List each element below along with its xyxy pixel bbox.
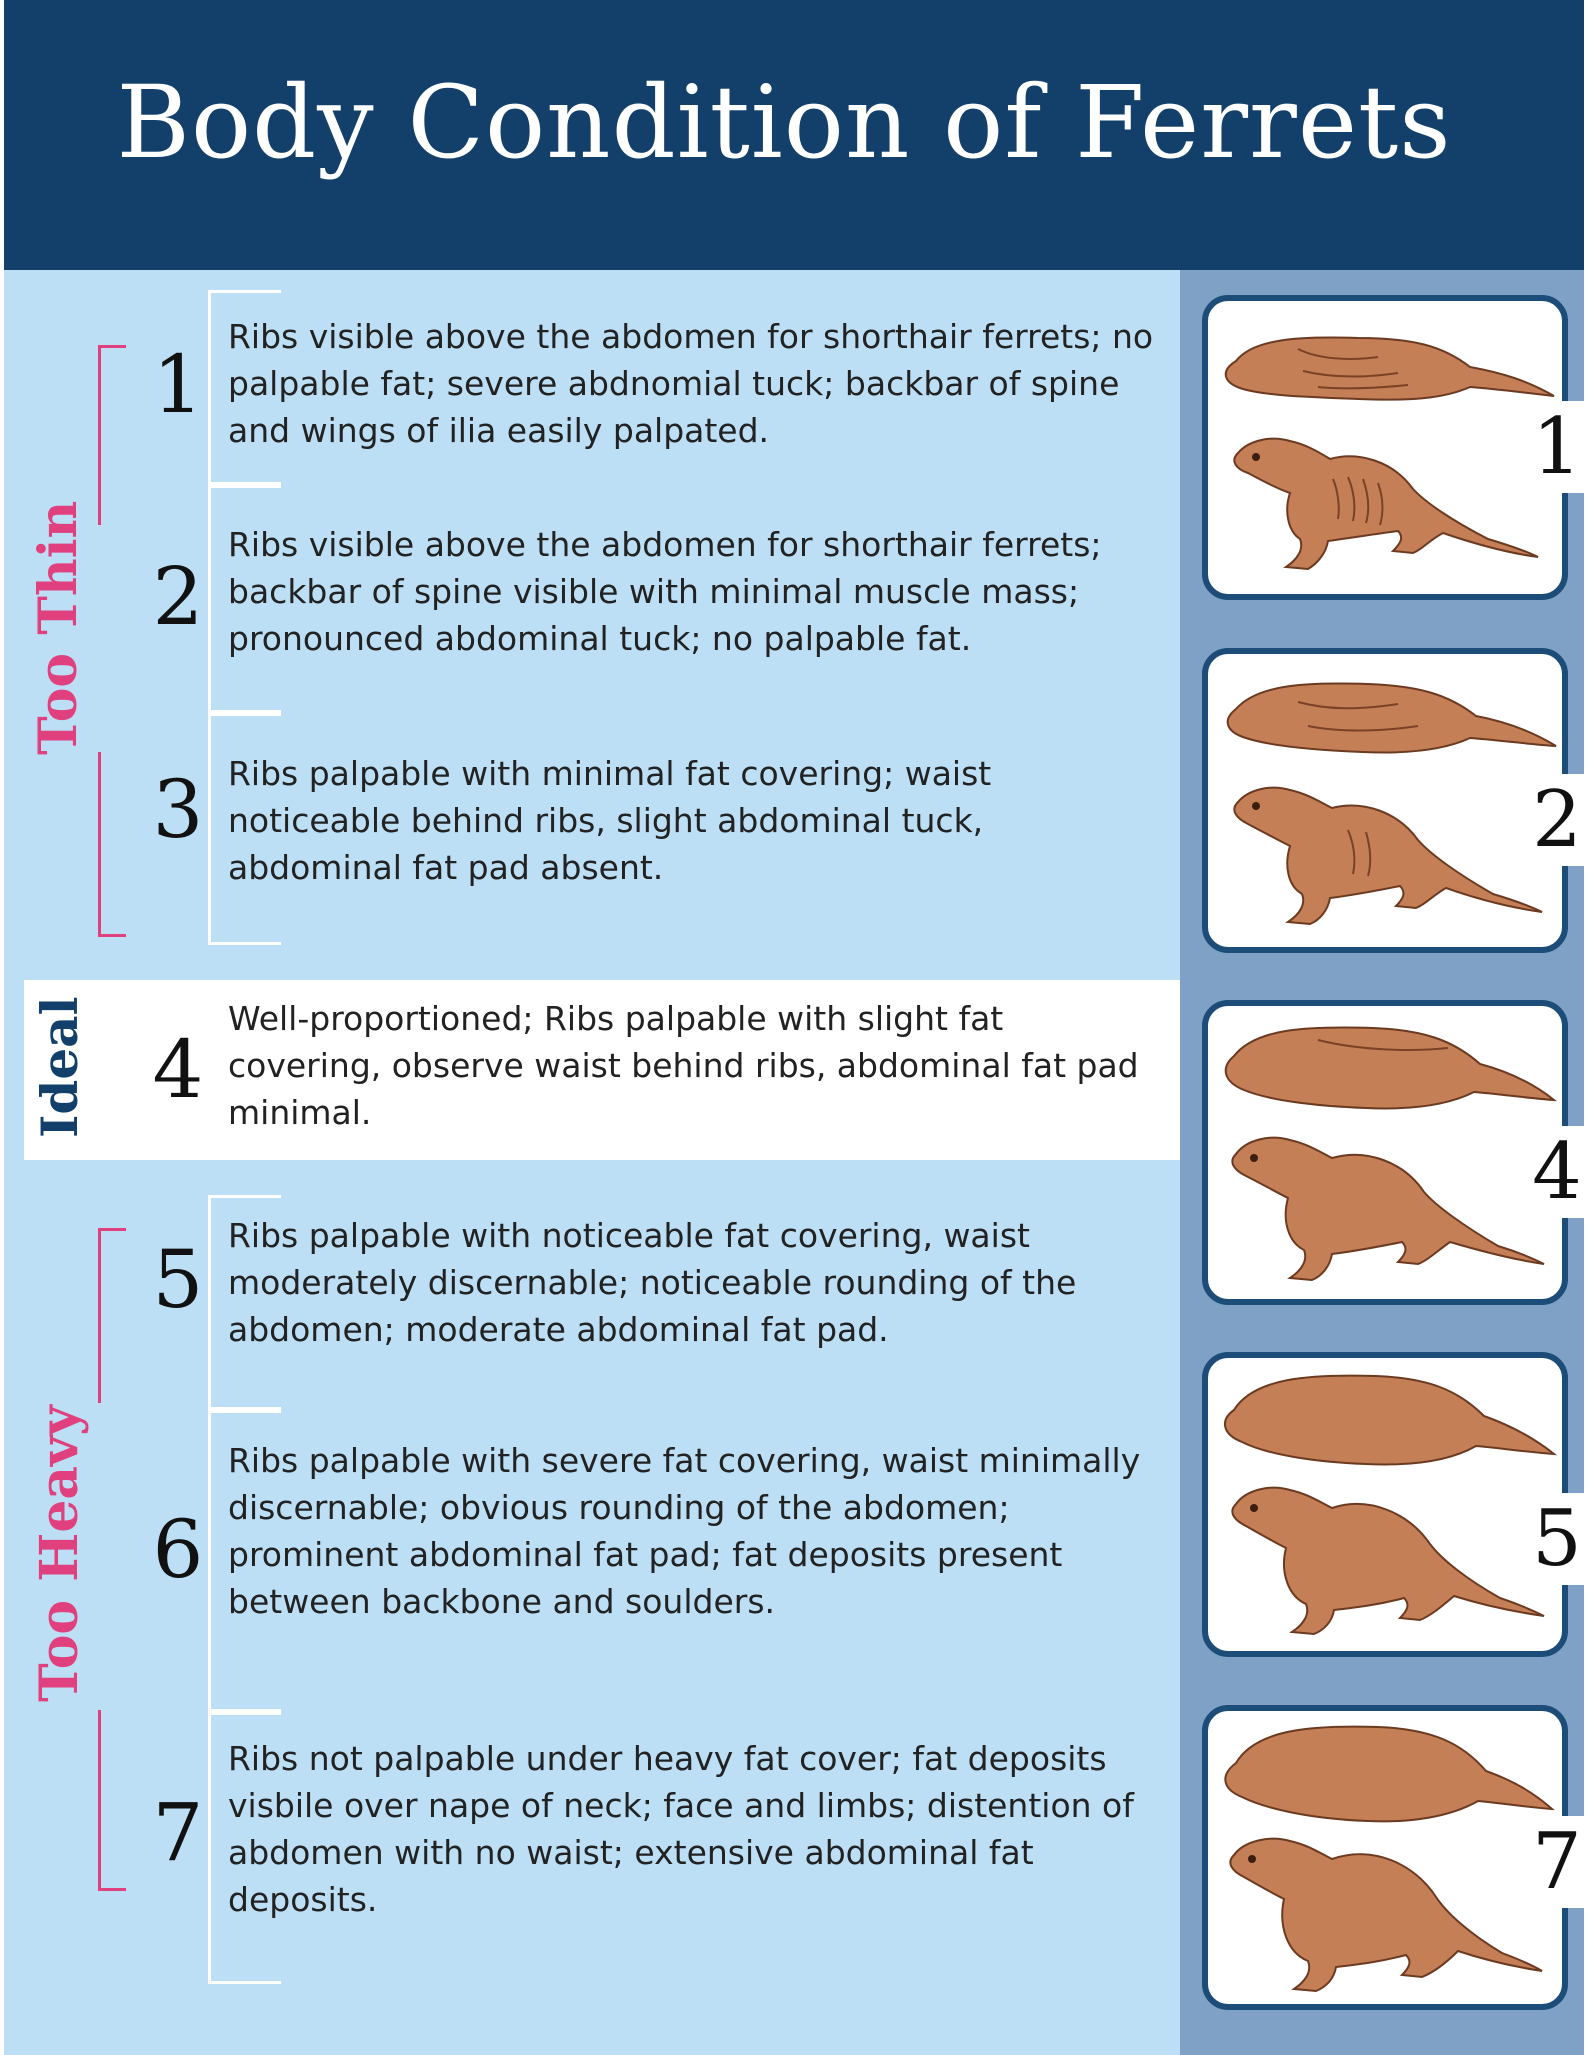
too-heavy-bracket-top-tick: [98, 1228, 126, 1231]
too-thin-label: Too Thin: [28, 500, 89, 755]
ferret-top-view-icon: [1226, 1027, 1554, 1108]
too-thin-bracket-top: [98, 345, 101, 525]
too-heavy-bracket-top: [98, 1228, 101, 1403]
card-number-2: 2: [1530, 774, 1584, 866]
card-number-1: 1: [1530, 401, 1584, 493]
illustration-card-2: [1202, 648, 1582, 953]
too-heavy-bracket-bottom-tick: [98, 1888, 126, 1891]
score-description-2: Ribs visible above the abdomen for shorthair ferrets; backbar of spine visible with minimal muscle mass; pronounced abdominal tuck; no palpable fat.: [228, 525, 1102, 658]
card-number-4: 4: [1530, 1126, 1584, 1218]
ideal-label: Ideal: [30, 996, 89, 1138]
score-number-7: 7: [152, 1786, 204, 1879]
too-heavy-label: Too Heavy: [29, 1405, 90, 1702]
score-description-6: Ribs palpable with severe fat covering, waist minimally discernable; obvious rounding of the abdomen; prominent abdominal fat pad; fat deposits present between backbone and soulders.: [228, 1441, 1141, 1621]
card-number-5: 5: [1530, 1493, 1584, 1585]
illustration-card-1: [1202, 295, 1582, 600]
score-number-2: 2: [152, 550, 204, 643]
ferret-side-view-icon: [1232, 1138, 1544, 1280]
score-number-4: 4: [152, 1023, 204, 1116]
ferret-side-view-icon: [1234, 439, 1538, 569]
too-thin-bracket-bottom-tick: [98, 934, 126, 937]
illustration-card-4: [1202, 1000, 1582, 1305]
illustration-card-7: [1202, 1705, 1582, 2010]
score-number-3: 3: [152, 763, 204, 856]
score-description-4: Well-proportioned; Ribs palpable with slight fat covering, observe waist behind ribs, abdominal fat pad minimal.: [228, 999, 1139, 1132]
score-number-6: 6: [152, 1503, 204, 1596]
too-thin-bracket-top-tick: [98, 345, 126, 348]
ferret-side-view-icon: [1234, 788, 1542, 924]
score-description-5: Ribs palpable with noticeable fat covering, waist moderately discernable; noticeable rounding of the abdomen; moderate abdominal fat pad.: [228, 1216, 1077, 1349]
card-number-7: 7: [1530, 1816, 1584, 1908]
score-number-1: 1: [152, 338, 204, 431]
illustration-card-5: [1202, 1352, 1582, 1657]
ferret-top-view-icon: [1228, 683, 1556, 752]
score-number-5: 5: [152, 1233, 204, 1326]
too-thin-bracket-bottom: [98, 752, 101, 937]
score-description-7: Ribs not palpable under heavy fat cover; fat deposits visbile over nape of neck; face and limbs; distention of abdomen with no waist; extensive abdominal fat deposits.: [228, 1739, 1134, 1919]
ferret-top-view-icon: [1225, 1376, 1554, 1465]
score-description-3: Ribs palpable with minimal fat covering; waist noticeable behind ribs, slight abdominal tuck, abdominal fat pad absent.: [228, 754, 992, 887]
ferret-side-view-icon: [1230, 1839, 1542, 1991]
page-title: Body Condition of Ferrets: [116, 64, 1452, 181]
too-heavy-bracket-bottom: [98, 1710, 101, 1890]
score-description-1: Ribs visible above the abdomen for shorthair ferrets; no palpable fat; severe abdnomial tuck; backbar of spine and wings of ilia easily palpated.: [228, 317, 1154, 450]
ferret-side-view-icon: [1232, 1488, 1544, 1634]
ferret-top-view-icon: [1226, 337, 1554, 399]
ferret-top-view-icon: [1225, 1727, 1552, 1822]
header-banner: [4, 0, 1584, 270]
